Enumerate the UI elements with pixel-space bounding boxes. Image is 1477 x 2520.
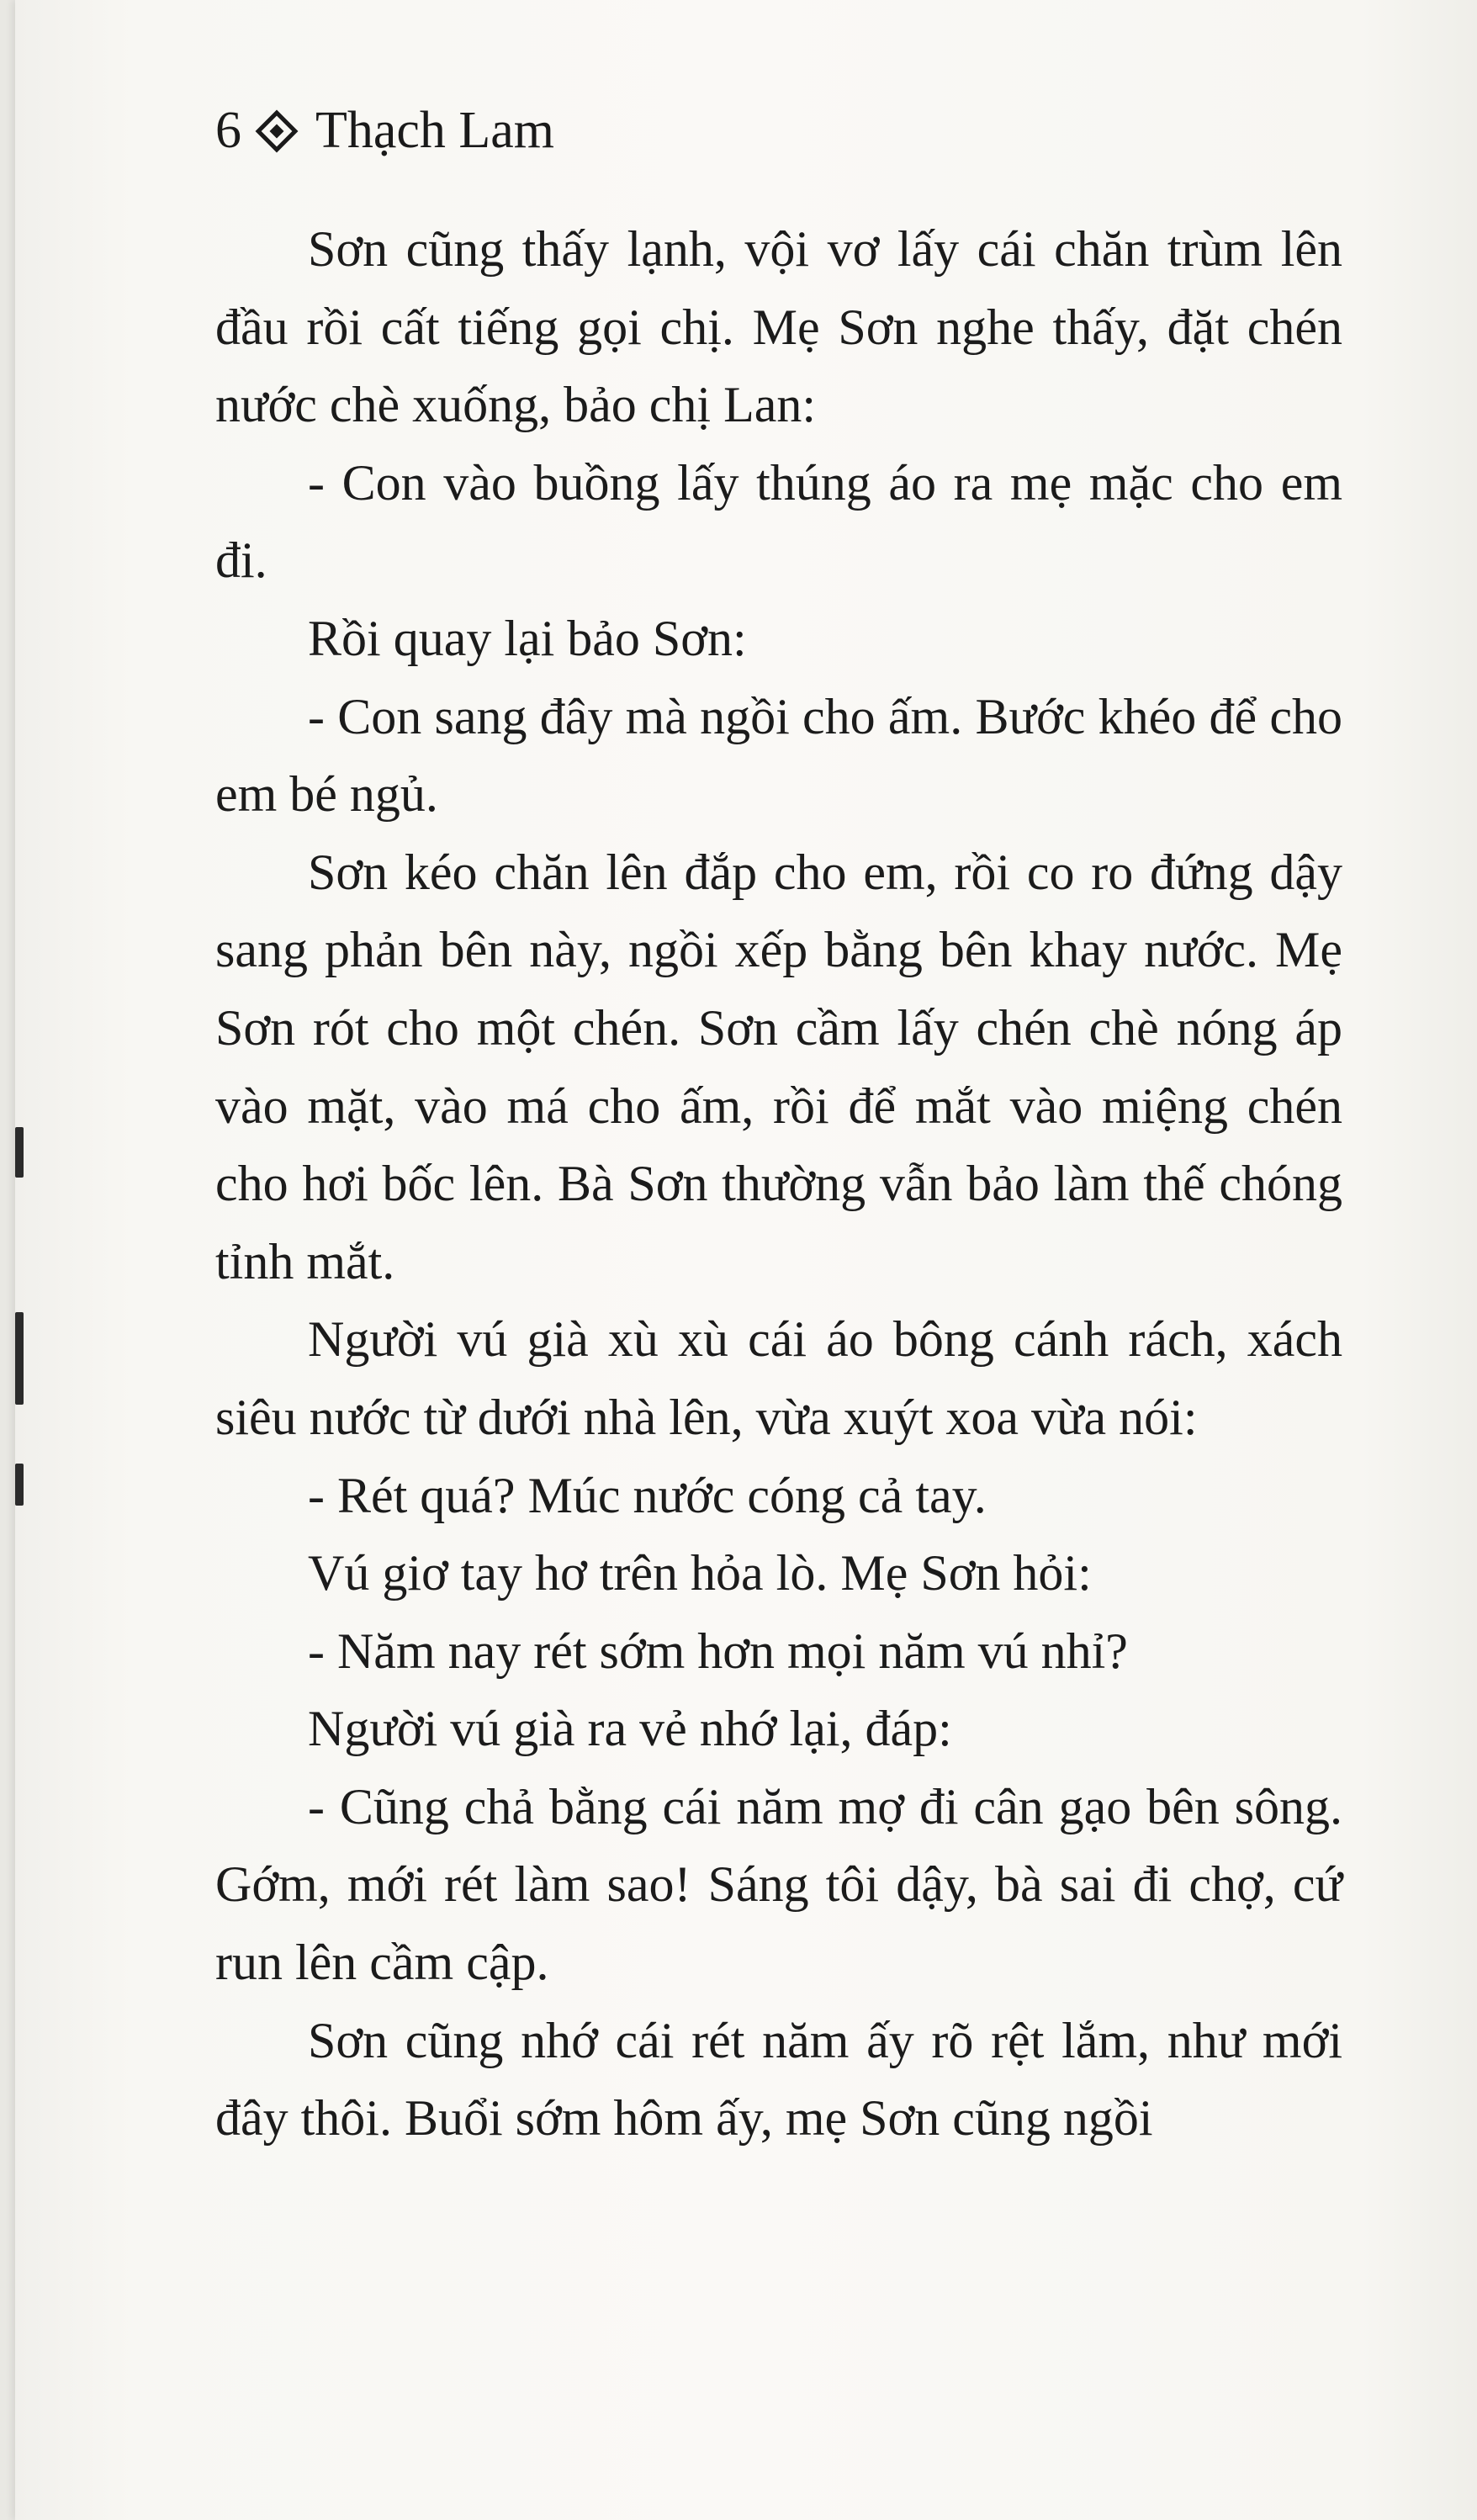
paragraph: - Con sang đây mà ngồi cho ấm. Bước khéo để cho em bé ngủ. — [215, 688, 1342, 823]
body-text — [215, 210, 1342, 2157]
page-number: 6 — [215, 102, 241, 159]
paragraph: Sơn cũng thấy lạnh, vội vơ lấy cái chăn trùm lên đầu rồi cất tiếng gọi chị. Mẹ Sơn nghe thấy, đặt chén nước chè xuống, bảo chị Lan: — [215, 221, 1342, 433]
author-name: Thạch Lam — [315, 102, 555, 159]
paragraph: Vú giơ tay hơ trên hỏa lò. Mẹ Sơn hỏi: — [308, 1545, 1092, 1601]
paragraph: - Rét quá? Múc nước cóng cả tay. — [308, 1467, 987, 1523]
page-edge-mark — [15, 1464, 24, 1506]
paragraph: Sơn kéo chăn lên đắp cho em, rồi co ro đứng dậy sang phản bên này, ngồi xếp bằng bên khay nước. Mẹ Sơn rót cho một chén. Sơn cầm lấy chén chè nóng áp vào mặt, vào má cho ấm, rồi để mắt vào miệng chén cho hơi bốc lên. Bà Sơn thường vẫn bảo làm thế chóng tỉnh mắt. — [215, 844, 1342, 1289]
paragraph: Sơn cũng nhớ cái rét năm ấy rõ rệt lắm, như mới đây thôi. Buổi sớm hôm ấy, mẹ Sơn cũng ngồi — [215, 2012, 1342, 2147]
paragraph: - Cũng chả bằng cái năm mợ đi cân gạo bên sông. Gớm, mới rét làm sao! Sáng tôi dậy, bà sai đi chợ, cứ run lên cầm cập. — [215, 1778, 1342, 1991]
page-edge-mark — [15, 1127, 24, 1178]
paragraph: Rồi quay lại bảo Sơn: — [308, 610, 747, 666]
diamond-ornament-icon — [256, 109, 299, 152]
paragraph: Người vú già ra vẻ nhớ lại, đáp: — [308, 1701, 952, 1757]
paragraph: - Năm nay rét sớm hơn mọi năm vú nhỉ? — [308, 1623, 1128, 1679]
running-header — [215, 101, 554, 161]
paragraph: - Con vào buồng lấy thúng áo ra mẹ mặc cho em đi. — [215, 454, 1342, 589]
paragraph: Người vú già xù xù cái áo bông cánh rách, xách siêu nước từ dưới nhà lên, vừa xuýt xoa vừa nói: — [215, 1311, 1342, 1445]
page-edge-mark — [15, 1312, 24, 1405]
